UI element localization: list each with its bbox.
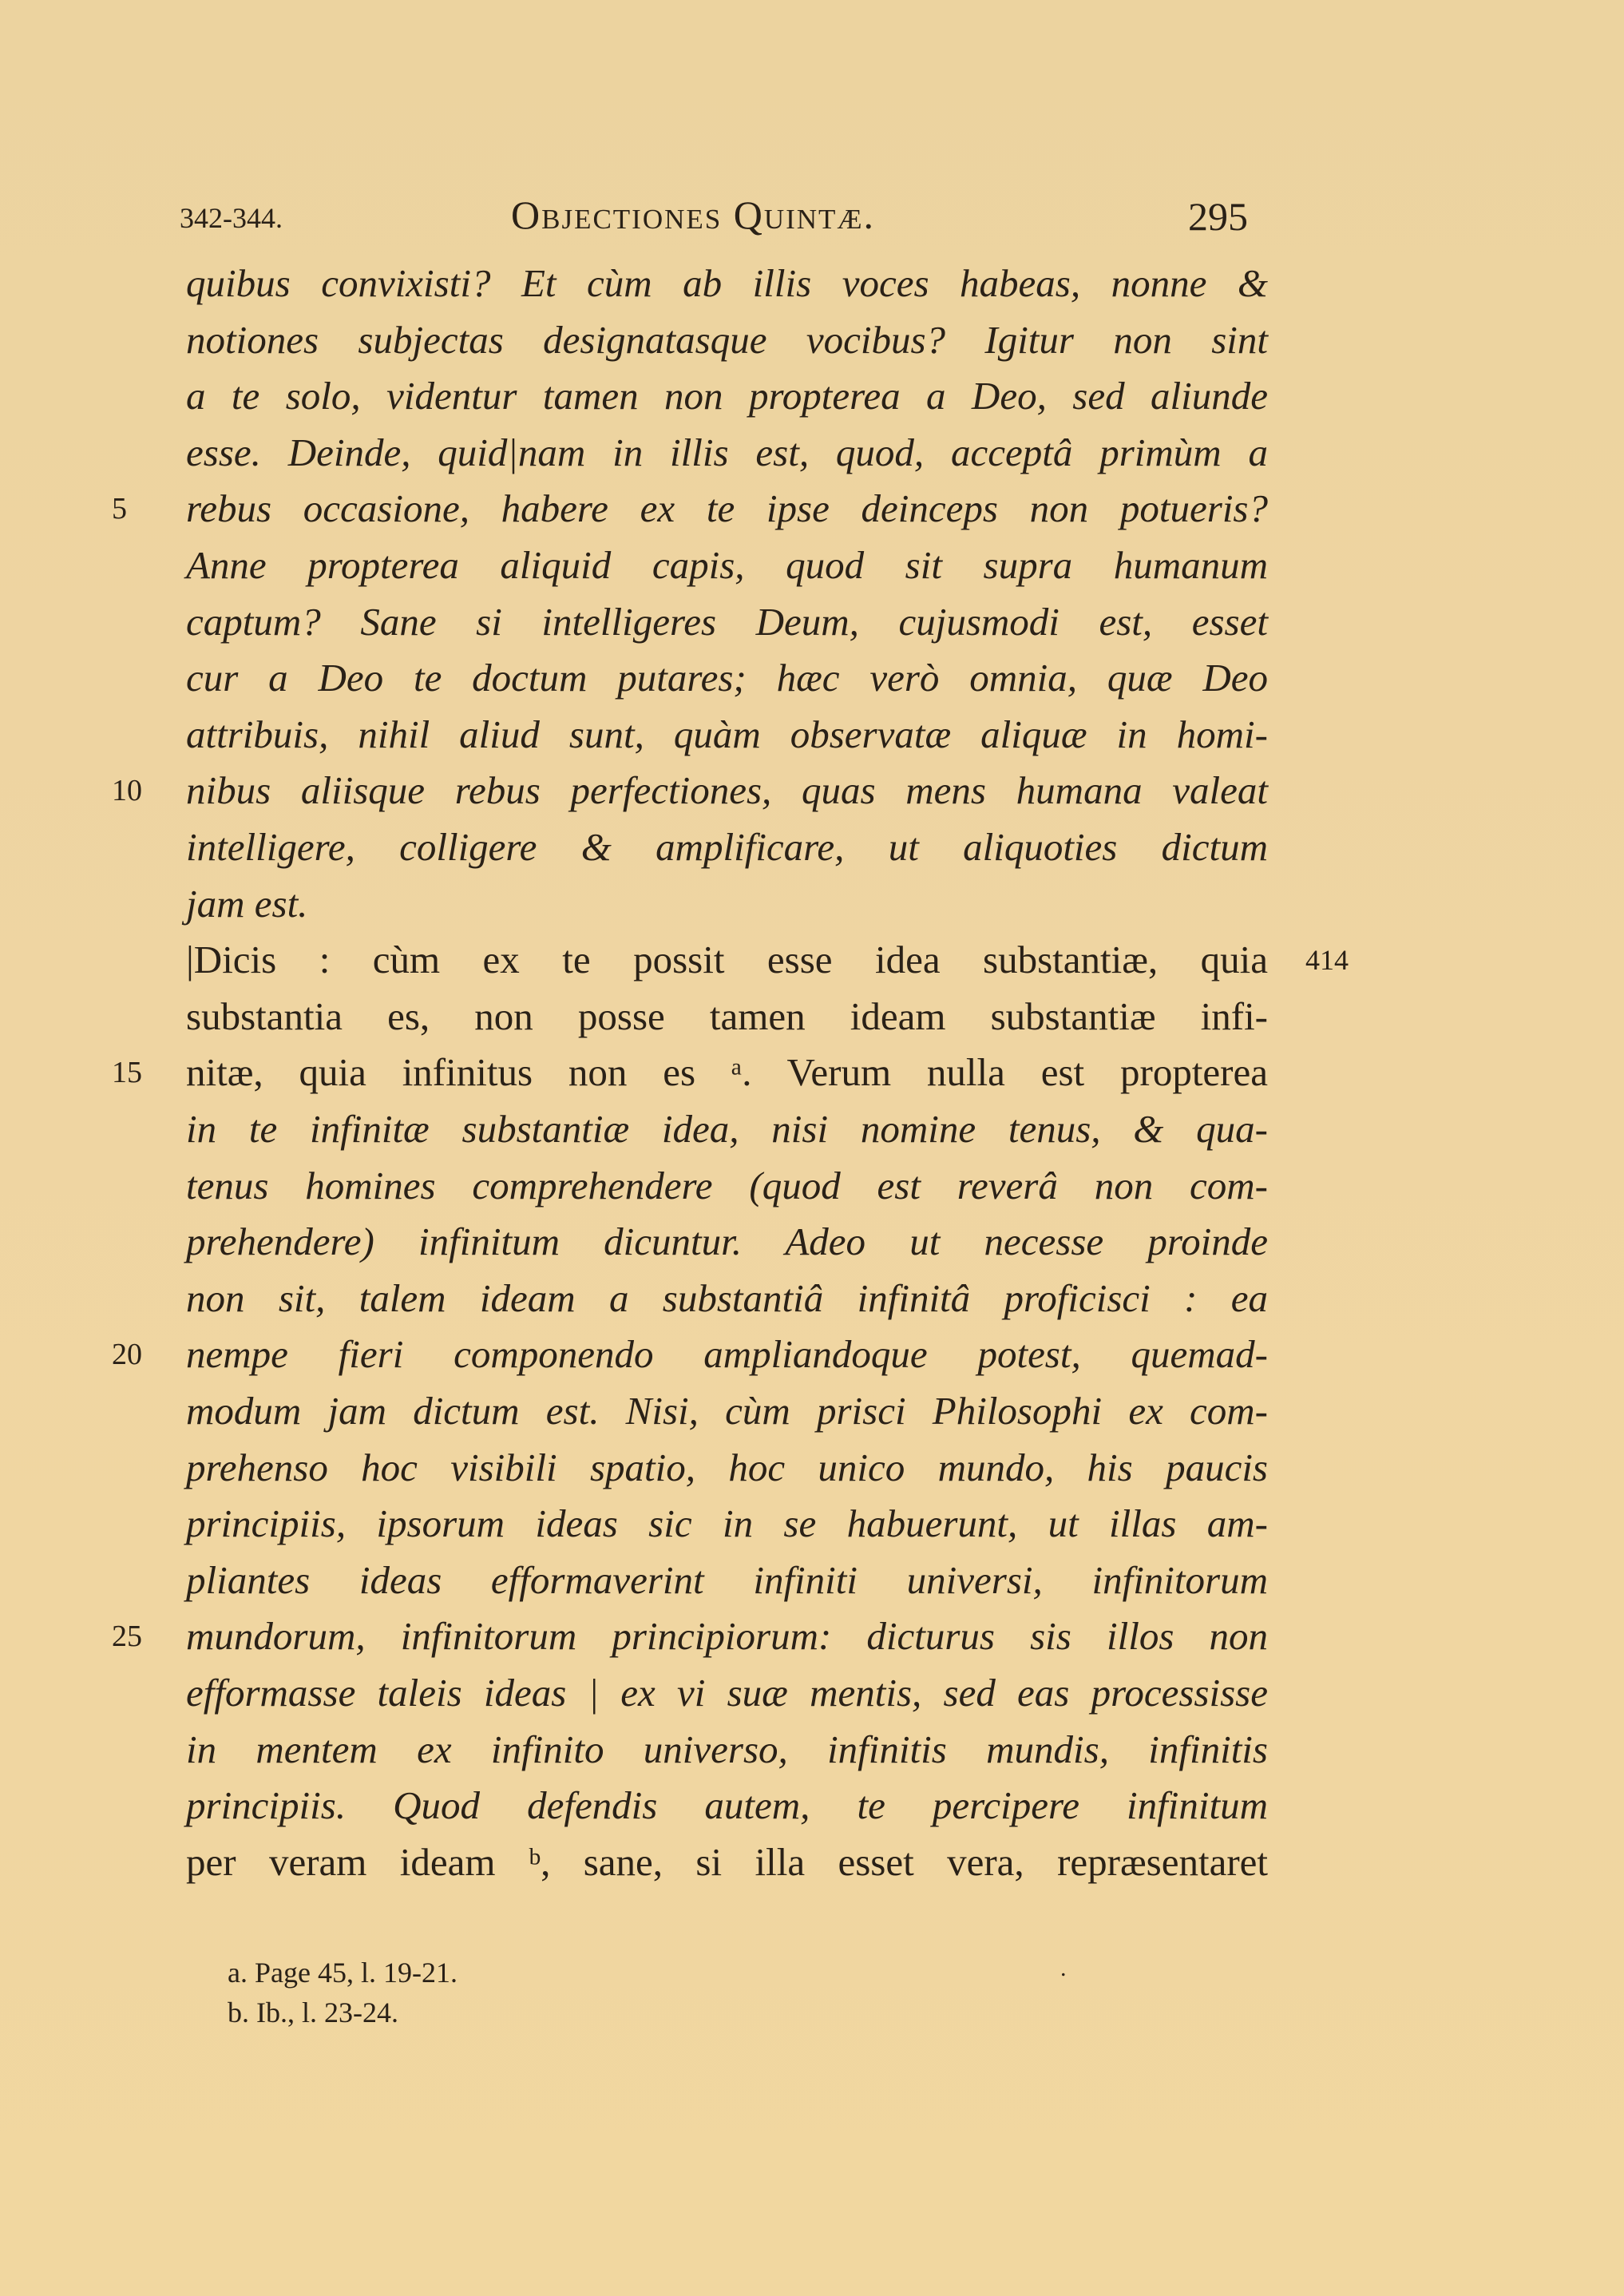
page-number: 295	[1188, 194, 1248, 239]
text-line: principiis. Quod defendis autem, te percipere infinitum	[186, 1783, 1268, 1827]
text-line: quibus convixisti? Et cùm ab illis voces habeas, nonne &	[186, 261, 1268, 305]
footnotes	[228, 1953, 457, 2032]
line-number: 10	[112, 774, 142, 807]
line-number: 5	[112, 492, 127, 525]
header-title: Objectiones Quintæ.	[511, 192, 876, 237]
text-line: principiis, ipsorum ideas sic in se habuerunt, ut illas am-	[186, 1501, 1268, 1545]
text-line: captum? Sane si intelligeres Deum, cujusmodi est, esset	[186, 600, 1268, 644]
text-line: substantia es, non posse tamen ideam substantiæ infi-	[186, 994, 1268, 1038]
text-line: |Dicis : cùm ex te possit esse idea substantiæ, quia	[186, 938, 1268, 981]
text-line: in mentem ex infinito universo, infinitis mundis, infinitis	[186, 1727, 1268, 1771]
text-line: nitæ, quia infinitus non es ᵃ. Verum nulla est propterea	[186, 1050, 1268, 1094]
header-section-range: 342-344.	[180, 202, 283, 234]
text-line: prehenso hoc visibili spatio, hoc unico mundo, his paucis	[186, 1445, 1268, 1489]
footnote-a: a. Page 45, l. 19-21.	[228, 1957, 457, 1989]
text-line: per veram ideam ᵇ, sane, si illa esset vera, repræsentaret	[186, 1840, 1268, 1884]
line-number: 15	[112, 1056, 142, 1089]
text-line: attribuis, nihil aliud sunt, quàm observatæ aliquæ in homi-	[186, 712, 1268, 756]
stray-mark: .	[1060, 1955, 1067, 1981]
text-line: tenus homines comprehendere (quod est reverâ non com-	[186, 1164, 1268, 1207]
text-line: in te infinitæ substantiæ idea, nisi nomine tenus, & qua-	[186, 1107, 1268, 1151]
text-line: jam est.	[186, 882, 308, 926]
text-line: nempe fieri componendo ampliandoque potest, quemad-	[186, 1332, 1268, 1376]
text-line: cur a Deo te doctum putares; hæc verò omnia, quæ Deo	[186, 656, 1268, 700]
running-header	[0, 192, 1624, 248]
text-line: efformasse taleis ideas | ex vi suæ mentis, sed eas processisse	[186, 1671, 1268, 1715]
text-line: nibus aliisque rebus perfectiones, quas mens humana valeat	[186, 768, 1268, 812]
text-line: non sit, talem ideam a substantiâ infinitâ proficisci : ea	[186, 1276, 1268, 1320]
text-line: notiones subjectas designatasque vocibus? Igitur non sint	[186, 318, 1268, 362]
line-number: 25	[112, 1620, 142, 1653]
line-number: 20	[112, 1338, 142, 1371]
footnote-b: b. Ib., l. 23-24.	[228, 1997, 398, 2028]
text-line: intelligere, colligere & amplificare, ut aliquoties dictum	[186, 825, 1268, 869]
text-line: a te solo, videntur tamen non propterea a Deo, sed aliunde	[186, 374, 1268, 418]
text-line: pliantes ideas efformaverint infiniti universi, infinitorum	[186, 1558, 1268, 1602]
text-line: Anne propterea aliquid capis, quod sit supra humanum	[186, 543, 1268, 587]
text-line: esse. Deinde, quid|nam in illis est, quod, acceptâ primùm a	[186, 430, 1268, 474]
text-line: prehendere) infinitum dicuntur. Adeo ut necesse proinde	[186, 1219, 1268, 1263]
text-line: modum jam dictum est. Nisi, cùm prisci Philosophi ex com-	[186, 1389, 1268, 1433]
text-line: rebus occasione, habere ex te ipse deinceps non potueris?	[186, 486, 1268, 530]
text-line: mundorum, infinitorum principiorum: dicturus sis illos non	[186, 1614, 1268, 1658]
margin-page-reference: 414	[1305, 944, 1349, 976]
